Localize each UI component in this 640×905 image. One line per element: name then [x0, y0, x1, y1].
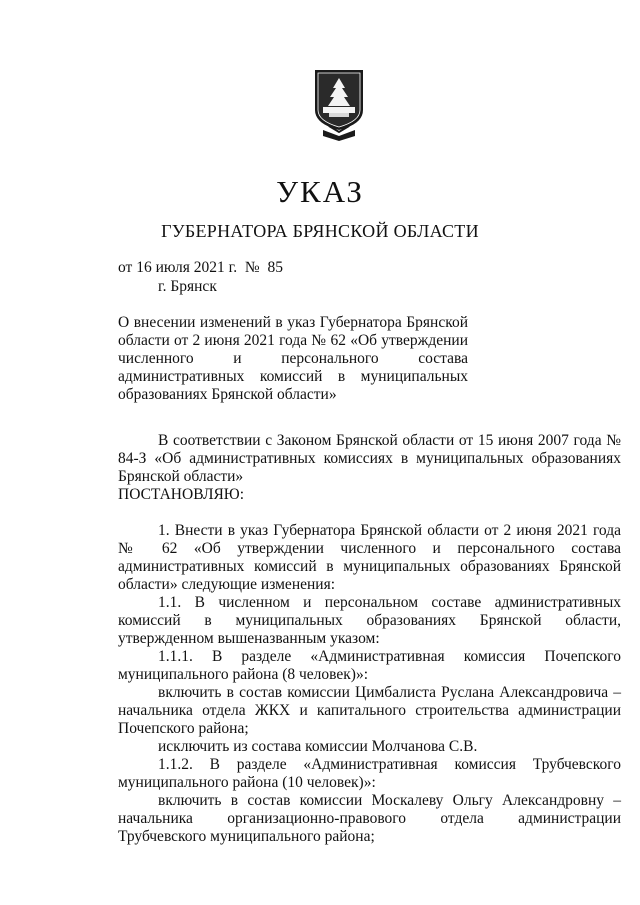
document-title: УКАЗ — [276, 174, 364, 209]
body-paragraph: 1. Внести в указ Губернатора Брянской области от 2 июня 2021 года № 62 «Об утверждении численного и персонального состава административных комиссий в муниципальных образованиях Брянской области» следующие изменения: — [118, 522, 621, 593]
document-date: от 16 июля 2021 г. — [118, 259, 238, 276]
coat-of-arms-icon — [309, 66, 369, 142]
document-date-line — [118, 258, 283, 277]
subject-text: О внесении изменений в указ Губернатора Брянской области от 2 июня 2021 года № 62 «Об утверждении численного и персонального состава административных комиссий в муниципальных образованиях Брянской области» — [118, 314, 468, 403]
document-number: № 85 — [244, 259, 283, 276]
document-subtitle: ГУБЕРНАТОРА БРЯНСКОЙ ОБЛАСТИ — [161, 221, 479, 241]
document-city: г. Брянск — [158, 278, 217, 295]
body-paragraph: исключить из состава комиссии Молчанова С.В. — [158, 738, 478, 755]
document-body — [118, 432, 621, 846]
decree-word: ПОСТАНОВЛЯЮ: — [118, 486, 245, 503]
body-paragraph: 1.1.2. В разделе «Административная комиссия Трубчевского муниципального района (10 человек)»: — [118, 756, 621, 791]
preamble-paragraph: В соответствии с Законом Брянской области от 15 июня 2007 года № 84-З «Об административных комиссиях в муниципальных образованиях Брянской области» — [118, 432, 621, 485]
body-paragraph: 1.1.1. В разделе «Административная комиссия Почепского муниципального района (8 человек)»: — [118, 648, 621, 683]
body-paragraph: включить в состав комиссии Москалеву Ольгу Александровну – начальника организационно-правового отдела администрации Трубчевского муниципального района; — [118, 792, 621, 845]
document-subject — [118, 314, 468, 404]
body-paragraph: 1.1. В численном и персональном составе административных комиссий в муниципальных образованиях Брянской области, утвержденном вышеназванным указом: — [118, 594, 621, 647]
body-paragraph: включить в состав комиссии Цимбалиста Руслана Александровича – начальника отдела ЖКХ и капитального строительства администрации Почепского района; — [118, 684, 621, 737]
